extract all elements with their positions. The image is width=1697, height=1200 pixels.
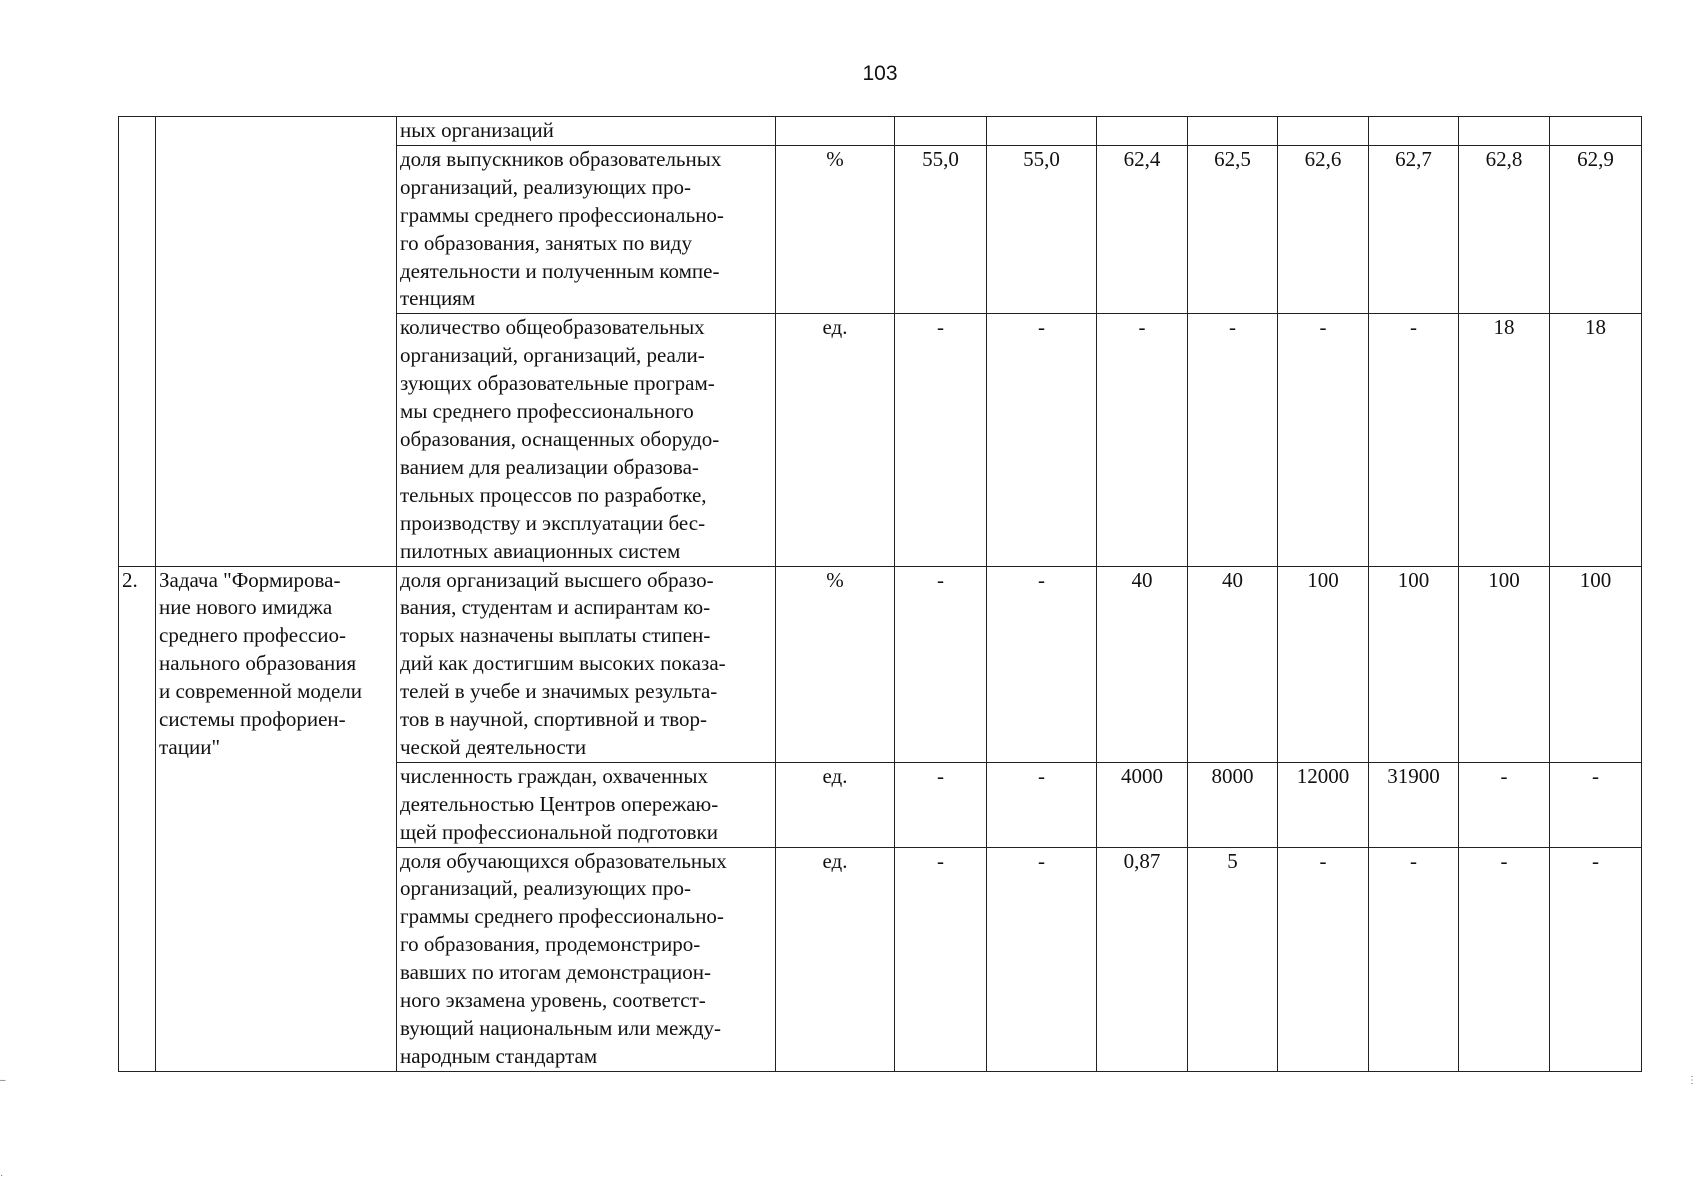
- text-line: народным стандартам: [400, 1043, 598, 1068]
- value-cell: [1097, 117, 1188, 146]
- text-line: вания, студентам и аспирантам ко-: [400, 595, 711, 620]
- text-line: доля выпускников образовательных: [400, 146, 722, 171]
- text-line: системы профориен-: [159, 707, 346, 732]
- unit-cell: [776, 117, 895, 146]
- value-cell: [895, 117, 987, 146]
- value-cell: 100: [1369, 566, 1459, 762]
- table-body: [119, 117, 1642, 1072]
- text-line: тации": [159, 734, 221, 759]
- value-cell: 40: [1097, 566, 1188, 762]
- value-cell: -: [895, 314, 987, 566]
- text-line: тов в научной, спортивной и твор-: [400, 707, 708, 732]
- text-line: образования, оснащенных оборудо-: [400, 426, 720, 451]
- table-row: [119, 117, 1642, 146]
- task-cell: [156, 117, 397, 567]
- text-line: ного экзамена уровень, соответст-: [400, 988, 706, 1013]
- text-line: и современной модели: [159, 679, 363, 704]
- text-line: численность граждан, охваченных: [400, 763, 708, 788]
- text-line: доля обучающихся образовательных: [400, 848, 727, 873]
- scan-edge-mark-right: ⋮: [1687, 1075, 1697, 1086]
- value-cell: 100: [1459, 566, 1550, 762]
- text-line: телей в учебе и значимых результа-: [400, 679, 718, 704]
- unit-cell: %: [776, 566, 895, 762]
- row-index-cell: 2.: [119, 566, 156, 1071]
- text-line: нального образования: [159, 651, 357, 676]
- text-line: мы среднего профессионального: [400, 399, 694, 424]
- value-cell: -: [987, 762, 1097, 847]
- value-cell: -: [987, 566, 1097, 762]
- value-cell: 62,9: [1550, 145, 1642, 313]
- unit-cell: ед.: [776, 847, 895, 1071]
- value-cell: 62,8: [1459, 145, 1550, 313]
- text-line: вующий национальным или между-: [400, 1016, 722, 1040]
- value-cell: 8000: [1188, 762, 1278, 847]
- text-line: го образования, продемонстриро-: [400, 932, 701, 957]
- value-cell: -: [1278, 314, 1369, 566]
- value-cell: 100: [1278, 566, 1369, 762]
- value-cell: -: [895, 762, 987, 847]
- text-line: количество общеобразовательных: [400, 315, 705, 340]
- value-cell: 55,0: [895, 145, 987, 313]
- value-cell: 18: [1459, 314, 1550, 566]
- text-line: дий как достигшим высоких показа-: [400, 651, 726, 676]
- value-cell: -: [895, 566, 987, 762]
- value-cell: 62,6: [1278, 145, 1369, 313]
- value-cell: [1278, 117, 1369, 146]
- text-line: производству и эксплуатации бес-: [400, 510, 706, 535]
- indicator-cell: [397, 145, 776, 313]
- value-cell: 40: [1188, 566, 1278, 762]
- text-line: ческой деятельности: [400, 734, 587, 759]
- value-cell: -: [1369, 314, 1459, 566]
- value-cell: -: [1278, 847, 1369, 1071]
- text-line: вавших по итогам демонстрацион-: [400, 960, 711, 985]
- text-line: торых назначены выплаты стипен-: [400, 623, 711, 648]
- value-cell: -: [1459, 847, 1550, 1071]
- text-line: ванием для реализации образова-: [400, 454, 699, 479]
- value-cell: -: [1097, 314, 1188, 566]
- text-line: граммы среднего профессионально-: [400, 202, 724, 227]
- unit-cell: %: [776, 145, 895, 313]
- value-cell: -: [1188, 314, 1278, 566]
- value-cell: 12000: [1278, 762, 1369, 847]
- value-cell: [1188, 117, 1278, 146]
- text-line: организаций, организаций, реали-: [400, 343, 705, 368]
- scan-edge-mark-left: ‒: [0, 1075, 6, 1086]
- value-cell: -: [895, 847, 987, 1071]
- indicator-cell: [397, 762, 776, 847]
- value-cell: 0,87: [1097, 847, 1188, 1071]
- text-line: организаций, реализующих про-: [400, 876, 691, 901]
- value-cell: [987, 117, 1097, 146]
- text-line: тенциям: [400, 286, 476, 311]
- value-cell: -: [1369, 847, 1459, 1071]
- value-cell: 31900: [1369, 762, 1459, 847]
- text-line: щей профессиональной подготовки: [400, 819, 718, 844]
- value-cell: 62,5: [1188, 145, 1278, 313]
- text-line: среднего профессио-: [159, 623, 347, 648]
- value-cell: [1550, 117, 1642, 146]
- value-cell: 18: [1550, 314, 1642, 566]
- value-cell: 100: [1550, 566, 1642, 762]
- unit-cell: ед.: [776, 314, 895, 566]
- text-line: ных организаций: [400, 118, 554, 142]
- text-line: пилотных авиационных систем: [400, 538, 681, 563]
- value-cell: 55,0: [987, 145, 1097, 313]
- indicators-table: [118, 116, 1642, 1072]
- value-cell: -: [1550, 847, 1642, 1071]
- task-cell: [156, 566, 397, 1071]
- value-cell: -: [987, 314, 1097, 566]
- value-cell: 5: [1188, 847, 1278, 1071]
- value-cell: 62,7: [1369, 145, 1459, 313]
- text-line: Задача "Формирова-: [159, 567, 341, 592]
- scan-edge-mark-left-lower: ·: [0, 1170, 4, 1181]
- indicator-cell: [397, 117, 776, 146]
- value-cell: [1459, 117, 1550, 146]
- table-row: [119, 566, 1642, 762]
- text-line: зующих образовательные програм-: [400, 371, 715, 396]
- value-cell: -: [987, 847, 1097, 1071]
- value-cell: [1369, 117, 1459, 146]
- text-line: деятельности и полученным компе-: [400, 258, 720, 283]
- value-cell: -: [1459, 762, 1550, 847]
- value-cell: 62,4: [1097, 145, 1188, 313]
- unit-cell: ед.: [776, 762, 895, 847]
- row-index-cell: [119, 117, 156, 567]
- page-number: 103: [862, 62, 898, 85]
- text-line: деятельностью Центров опережаю-: [400, 791, 719, 816]
- text-line: организаций, реализующих про-: [400, 174, 691, 199]
- indicator-cell: [397, 566, 776, 762]
- indicator-cell: [397, 847, 776, 1071]
- value-cell: 4000: [1097, 762, 1188, 847]
- text-line: ние нового имиджа: [159, 595, 333, 620]
- value-cell: -: [1550, 762, 1642, 847]
- text-line: доля организаций высшего образо-: [400, 567, 714, 592]
- text-line: тельных процессов по разработке,: [400, 482, 707, 507]
- indicator-cell: [397, 314, 776, 566]
- text-line: граммы среднего профессионально-: [400, 904, 724, 929]
- text-line: го образования, занятых по виду: [400, 230, 692, 255]
